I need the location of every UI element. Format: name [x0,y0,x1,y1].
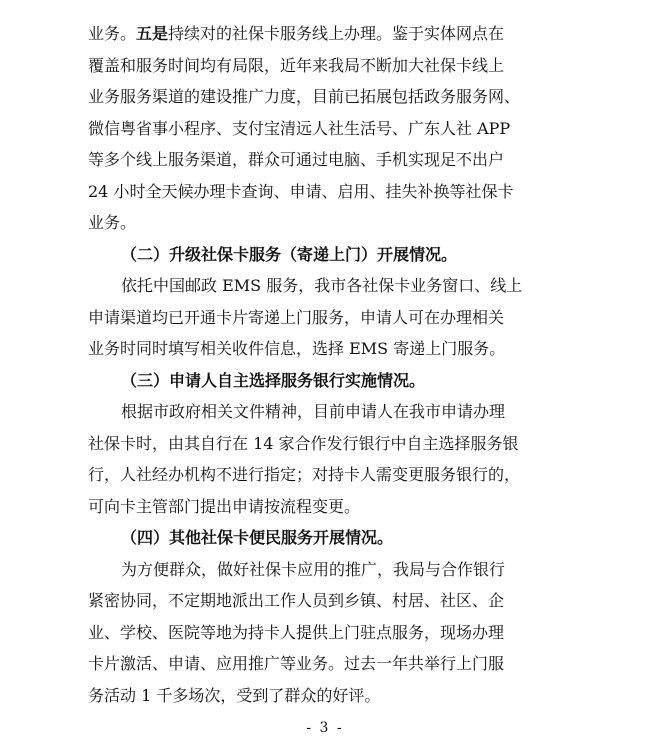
paragraph-3-line-4: 可向卡主管部门提出申请按流程变更。 [88,496,361,516]
paragraph-1-line-1 [88,18,578,50]
paragraph-1-line-2: 覆盖和服务时间均有局限，近年来我局不断加大社保卡线上 [88,55,505,75]
paragraph-3-line-2: 社保卡时，由其自行在 14 家合作发行银行中自主选择服务银 [88,433,519,453]
paragraph-1-line-7: 业务。 [88,213,137,232]
paragraph-2-line-3: 业务时同时填写相关收件信息，选择 EMS 寄递上门服务。 [88,339,506,358]
section-heading-4: （四）其他社保卡便民服务开展情况。 [121,528,394,547]
paragraph-1-emphasis: 五是 [136,24,169,43]
paragraph-1-line-3: 业务服务渠道的建设推广力度，目前已拓展包括政务服务网、 [88,87,521,106]
paragraph-2-line-2: 申请渠道均已开通卡片寄递上门服务，申请人可在办理相关 [88,307,505,327]
paragraph-4-line-2: 紧密协同，不定期地派出工作人员到乡镇、村居、社区、企 [88,591,505,610]
section-heading-3: （三）申请人自主选择服务银行实施情况。 [121,370,426,390]
paragraph-1-line-4: 微信粤省事小程序、支付宝清远人社生活号、广东人社 APP [88,118,511,138]
paragraph-1-line-1-post: 持续对的社保卡服务线上办理。鉴于实体网点在 [168,24,505,43]
paragraph-3-line-3: 行，人社经办机构不进行指定；对持卡人需变更服务银行的， [88,465,521,484]
paragraph-1-line-1-pre: 业务。 [88,24,137,43]
document-body [88,18,578,711]
paragraph-2-line-1: 依托中国邮政 EMS 服务，我市各社保卡业务窗口、线上 [121,276,523,295]
paragraph-4-line-4: 卡片激活、申请、应用推广等业务。过去一年共举行上门服 [88,654,505,673]
page-number: - 3 - [306,720,344,736]
section-heading-2: （二）升级社保卡服务（寄递上门）开展情况。 [121,244,458,264]
paragraph-3-line-1: 根据市政府相关文件精神，目前申请人在我市申请办理 [121,402,506,421]
paragraph-4-line-5: 务活动 1 千多场次，受到了群众的好评。 [88,685,381,705]
paragraph-1-line-5: 等多个线上服务渠道，群众可通过电脑、手机实现足不出户 [88,150,505,169]
paragraph-4-line-3: 业、学校、医院等地为持卡人提供上门驻点服务，现场办理 [88,622,505,642]
paragraph-1-line-6: 24 小时全天候办理卡查询、申请、启用、挂失补换等社保卡 [88,181,514,201]
paragraph-4-line-1: 为方便群众，做好社保卡应用的推广，我局与合作银行 [121,559,506,579]
